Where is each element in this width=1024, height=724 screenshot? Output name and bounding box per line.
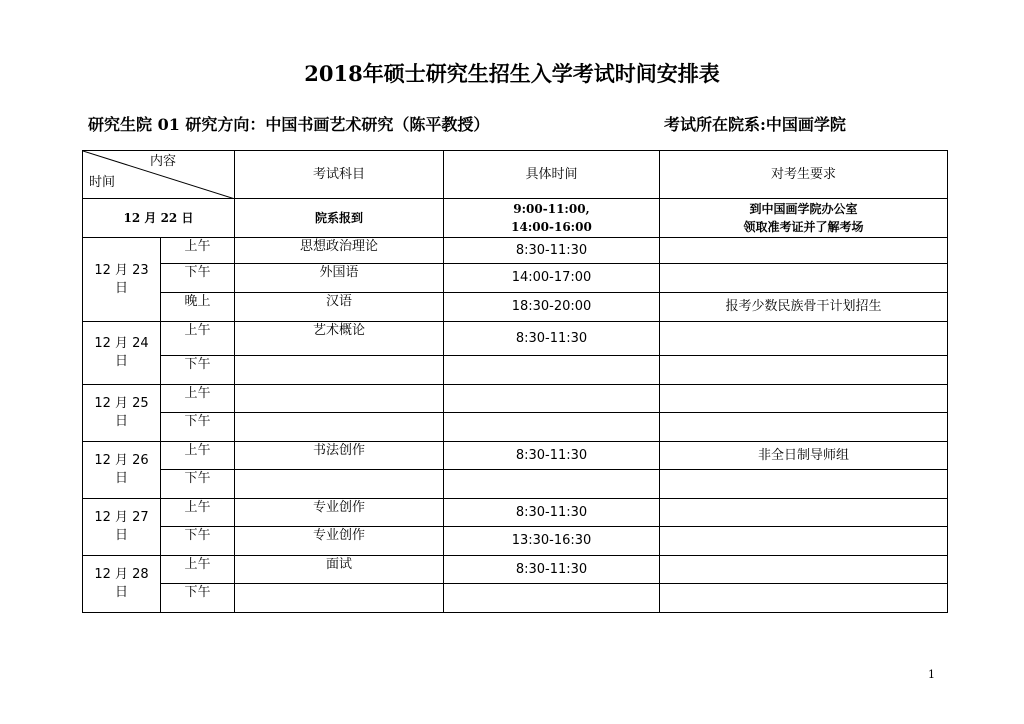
session-row xyxy=(83,322,948,356)
registration-time-line2: 14:00-16:00 xyxy=(511,220,592,234)
header-content-label: 内容 xyxy=(149,154,176,169)
schedule-body xyxy=(83,151,948,613)
subject-cell: 书法创作 xyxy=(235,442,444,470)
date-line2: 日 xyxy=(114,528,128,543)
subject-cell: 面试 xyxy=(235,556,444,584)
date-line1: 12 月 25 xyxy=(94,396,149,411)
requirement-cell xyxy=(660,584,948,613)
subject-cell: 外国语 xyxy=(235,264,444,293)
requirement-cell xyxy=(660,356,948,385)
subject-cell xyxy=(235,385,444,413)
registration-req-line2: 领取准考证并了解考场 xyxy=(743,220,864,234)
time-cell: 14:00-17:00 xyxy=(444,264,660,293)
time-cell xyxy=(444,584,660,613)
subject-cell xyxy=(235,413,444,442)
subject-cell: 汉语 xyxy=(235,293,444,322)
time-cell xyxy=(444,470,660,499)
registration-time xyxy=(444,199,660,238)
research-direction: 研究生院 01 研究方向：中国书画艺术研究（陈平教授） xyxy=(88,115,490,134)
time-cell: 8:30-11:30 xyxy=(444,556,660,584)
subject-cell: 艺术概论 xyxy=(235,322,444,356)
subject-cell: 专业创作 xyxy=(235,499,444,527)
date-line1: 12 月 24 xyxy=(94,336,149,351)
date-cell xyxy=(83,442,161,499)
requirement-cell xyxy=(660,264,948,293)
date-cell xyxy=(83,556,161,613)
date-cell xyxy=(83,499,161,556)
date-line2: 日 xyxy=(114,354,128,369)
time-cell: 18:30-20:00 xyxy=(444,293,660,322)
registration-time-line1: 9:00-11:00, xyxy=(513,202,590,216)
time-cell: 13:30-16:30 xyxy=(444,527,660,556)
requirement-cell xyxy=(660,527,948,556)
period-cell: 下午 xyxy=(161,584,235,613)
date-line1: 12 月 28 xyxy=(94,567,149,582)
session-row xyxy=(83,413,948,442)
requirement-cell xyxy=(660,470,948,499)
schedule-table xyxy=(82,150,948,613)
page-title: 2018年硕士研究生招生入学考试时间安排表 xyxy=(304,61,720,86)
requirement-cell xyxy=(660,238,948,264)
session-row xyxy=(83,584,948,613)
period-cell: 晚上 xyxy=(161,293,235,322)
header-subject: 考试科目 xyxy=(235,151,444,199)
date-line1: 12 月 27 xyxy=(94,510,149,525)
diagonal-header-cell xyxy=(83,151,235,199)
requirement-cell: 报考少数民族骨干计划招生 xyxy=(660,293,948,322)
period-cell: 上午 xyxy=(161,442,235,470)
requirement-cell: 非全日制导师组 xyxy=(660,442,948,470)
header-row xyxy=(83,151,948,199)
session-row xyxy=(83,238,948,264)
date-line1: 12 月 23 xyxy=(94,262,149,278)
session-row xyxy=(83,527,948,556)
exam-department: 考试所在院系:中国画学院 xyxy=(664,115,846,134)
period-cell: 下午 xyxy=(161,413,235,442)
session-row xyxy=(83,264,948,293)
time-cell xyxy=(444,356,660,385)
period-cell: 下午 xyxy=(161,264,235,293)
header-time: 具体时间 xyxy=(444,151,660,199)
requirement-cell xyxy=(660,385,948,413)
requirement-cell xyxy=(660,556,948,584)
time-cell xyxy=(444,385,660,413)
subject-cell xyxy=(235,584,444,613)
time-cell xyxy=(444,413,660,442)
time-cell: 8:30-11:30 xyxy=(444,499,660,527)
subject-cell: 专业创作 xyxy=(235,527,444,556)
registration-subject: 院系报到 xyxy=(235,199,444,238)
subject-cell xyxy=(235,470,444,499)
date-line2: 日 xyxy=(114,280,128,296)
date-cell xyxy=(83,238,161,322)
date-line2: 日 xyxy=(114,585,128,600)
period-cell: 下午 xyxy=(161,470,235,499)
period-cell: 上午 xyxy=(161,238,235,264)
subject-cell: 思想政治理论 xyxy=(235,238,444,264)
date-line2: 日 xyxy=(114,414,128,429)
session-row xyxy=(83,442,948,470)
subject-cell xyxy=(235,356,444,385)
registration-requirement xyxy=(660,199,948,238)
period-cell: 下午 xyxy=(161,527,235,556)
time-cell: 8:30-11:30 xyxy=(444,442,660,470)
header-requirement: 对考生要求 xyxy=(660,151,948,199)
registration-row xyxy=(83,199,948,238)
period-cell: 上午 xyxy=(161,385,235,413)
requirement-cell xyxy=(660,413,948,442)
session-row xyxy=(83,293,948,322)
date-line2: 日 xyxy=(114,471,128,486)
session-row xyxy=(83,356,948,385)
time-cell: 8:30-11:30 xyxy=(444,238,660,264)
date-cell xyxy=(83,385,161,442)
date-line1: 12 月 26 xyxy=(94,453,149,468)
registration-req-line1: 到中国画学院办公室 xyxy=(749,202,858,216)
session-row xyxy=(83,470,948,499)
session-row xyxy=(83,499,948,527)
period-cell: 上午 xyxy=(161,499,235,527)
session-row xyxy=(83,556,948,584)
header-time-label: 时间 xyxy=(89,175,116,190)
registration-date: 12 月 22 日 xyxy=(83,199,235,238)
requirement-cell xyxy=(660,499,948,527)
requirement-cell xyxy=(660,322,948,356)
date-cell xyxy=(83,322,161,385)
time-cell: 8:30-11:30 xyxy=(444,322,660,356)
session-row xyxy=(83,385,948,413)
page-number: 1 xyxy=(928,668,935,681)
period-cell: 上午 xyxy=(161,556,235,584)
period-cell: 下午 xyxy=(161,356,235,385)
period-cell: 上午 xyxy=(161,322,235,356)
